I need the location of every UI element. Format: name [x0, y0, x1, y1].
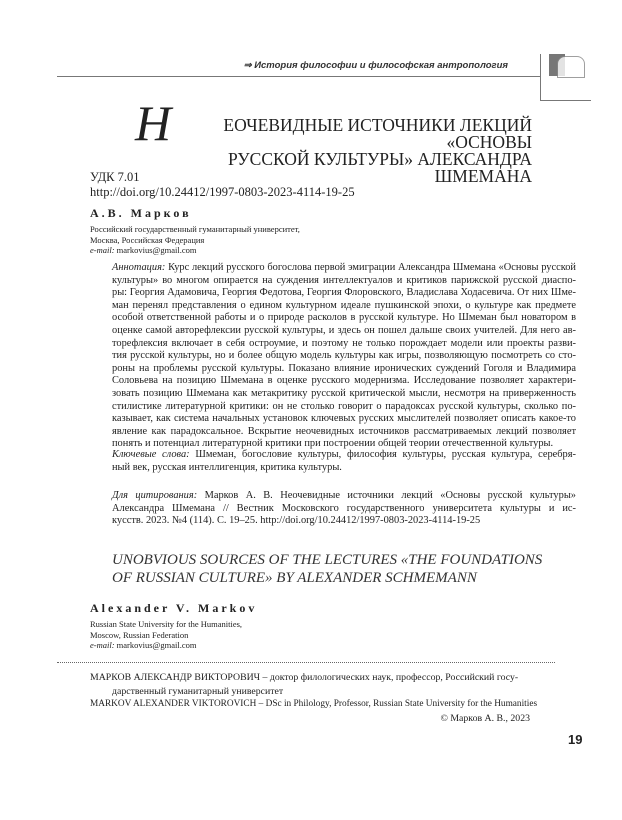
line-text: явление как парадоксальное. Вскрытие неочевидных источников рассматриваемых лекций позволяет: [112, 425, 576, 437]
line-text: Шмеман, богословие культуры, философия культуры, русская культура, серебря-: [189, 449, 576, 460]
line-text: кусств. 2023. №4 (114). С. 19–25. http://doi.org/10.24412/1997-0803-2023-4114-19-25: [112, 515, 481, 527]
line-text: понять и потенциал литературной критики при построении общей теории отечественной культуры.: [112, 438, 554, 450]
text-line: [112, 325, 576, 338]
line-text: Соловьева на позицию Шмемана в оценке русского модернизма. Исследование позволяет характери-: [112, 375, 576, 387]
author-bio: [90, 671, 538, 725]
text-line: [112, 287, 576, 300]
title-line: РУССКОЙ КУЛЬТУРЫ» АЛЕКСАНДРА ШМЕМАНА: [227, 149, 532, 186]
line-text: оценке самой авторефлексии русской культуры, и здесь он пошел дальше своих учителей. Для него ав-: [112, 324, 576, 336]
line-text: особой ответственной работы и о природе расколов в русской культуре. Но Шмеман был новатором в: [112, 312, 576, 324]
email: e-mail: markovius@gmail.com: [90, 245, 197, 255]
abstract: [112, 262, 576, 451]
line-text: Александра Шмемана // Вестник Московского государственного университета культуры и ис-: [112, 502, 576, 514]
label: Ключевые слова:: [112, 449, 190, 460]
affiliation-city: Москва, Российская Федерация: [90, 234, 205, 245]
email: e-mail: markovius@gmail.com: [90, 640, 197, 650]
text-line: [112, 515, 576, 528]
text-line: [112, 350, 576, 363]
author-name: Alexander V. Markov: [90, 601, 258, 615]
line-text: зовать позицию Шмемана как метакритику русской критической мысли, несмотря на приверженность: [112, 387, 576, 399]
text-line: [112, 426, 576, 439]
doi-link[interactable]: http://doi.org/10.24412/1997-0803-2023-4114-19-25: [90, 185, 355, 199]
line-text: Марков А. В. Неочевидные источники лекций «Основы русской культуры»: [197, 490, 577, 501]
bio-en: MARKOV ALEXANDER VIKTOROVICH – DSc in Philology, Professor, Russian State University for the Humanities: [90, 699, 538, 709]
text-line: [112, 490, 576, 503]
text-line: [112, 312, 576, 325]
label: Аннотация:: [112, 262, 166, 273]
line-text: казывает, как система начальных установок ключевых русских мыслителей позволяет описать какое-то: [112, 413, 576, 425]
text-line: [112, 275, 576, 288]
text-line: [112, 363, 576, 376]
text-line: [112, 449, 576, 462]
running-header: [244, 60, 508, 71]
text-line: [112, 413, 576, 426]
line-text: торефлексия включает в себя остроумие, и поэтому не только порождает модели или проекты разви-: [112, 337, 576, 349]
email-link[interactable]: markovius@gmail.com: [116, 640, 197, 650]
affiliation: Russian State University for the Humanities,: [90, 619, 243, 629]
title-line: ЕОЧЕВИДНЫЕ ИСТОЧНИКИ ЛЕКЦИЙ «ОСНОВЫ: [223, 115, 532, 152]
line-text: тия русской культуры, но и более общую модель культуры как игры, позволяющую посмотреть со сто-: [112, 350, 576, 362]
line-text: Курс лекций русского богослова первой эмиграции Александра Шмемана «Основы русской: [165, 262, 576, 273]
title-line: UNOBVIOUS SOURCES OF THE LECTURES «THE FOUNDATIONS: [112, 552, 543, 568]
title-line: OF RUSSIAN CULTURE» BY ALEXANDER SCHMEMANN: [112, 570, 477, 586]
text-line: [112, 401, 576, 414]
line-text: роны на проблемы русской культуры. Показано влияние иронических суждений Гоголя и Владимира: [112, 362, 576, 374]
author-name: А.В. Марков: [90, 206, 192, 220]
affiliation: Российский государственный гуманитарный университет,: [90, 224, 300, 234]
author-block-ru: [90, 206, 300, 256]
article-meta: [90, 170, 355, 200]
author-block-en: [90, 601, 257, 651]
column-capital-icon: [557, 56, 585, 78]
label: Для цитирования:: [112, 490, 198, 501]
section-title: История философии и философская антропология: [254, 60, 508, 71]
text-line: [112, 300, 576, 313]
dotted-divider: [57, 662, 555, 663]
line-text: стилистике литературной критики: он не столько говорит о парадоксах русской культуры, сколько по-: [112, 400, 576, 412]
text-line: [112, 388, 576, 401]
text-line: [112, 462, 576, 475]
affiliation-city: Moscow, Russian Federation: [90, 629, 189, 640]
title-initial: Н: [135, 95, 172, 151]
udc: УДК 7.01: [90, 170, 140, 184]
line-text: ман перенял представления о едином культурном идеале пушкинской эпохи, о культуре как предмете: [112, 299, 576, 311]
text-line: [112, 375, 576, 388]
page-number: 19: [568, 732, 583, 747]
english-title: [112, 551, 542, 587]
copyright: © Марков А. В., 2023: [440, 712, 530, 724]
keywords: [112, 449, 576, 474]
header-rule: [57, 76, 541, 77]
journal-logo: [540, 54, 591, 101]
text-line: [112, 338, 576, 351]
text-line: [112, 503, 576, 516]
arrow-icon: ⇒: [243, 60, 252, 71]
line-text: культуры» во многом опирается на суждения интеллектуалов и критиков парижской русской диаспо-: [112, 274, 576, 286]
text-line: [112, 262, 576, 275]
line-text: ры: Георгия Адамовича, Георгия Федотова, Георгия Флоровского, Владислава Ходасевича. От них Шме-: [112, 287, 576, 299]
bio-ru: МАРКОВ АЛЕКСАНДР ВИКТОРОВИЧ – доктор филологических наук, профессор, Российский госу-: [90, 672, 519, 683]
line-text: ный век, русская интеллигенция, критика культуры.: [112, 461, 342, 473]
bio-ru-cont: дарственный гуманитарный университет: [112, 685, 284, 697]
citation: [112, 490, 576, 528]
email-link[interactable]: markovius@gmail.com: [116, 245, 197, 255]
